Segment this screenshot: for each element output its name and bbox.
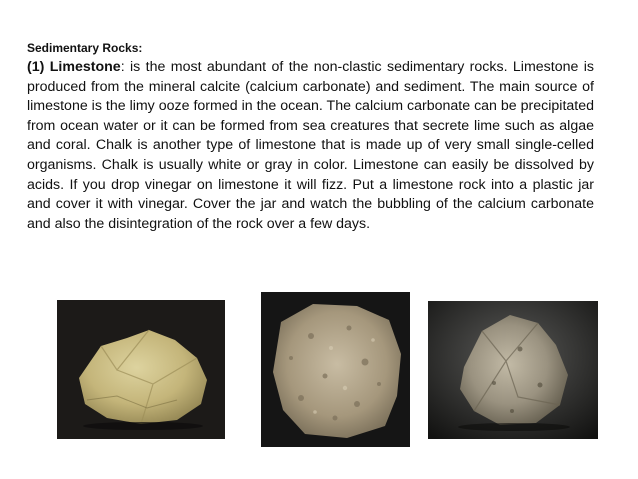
limestone-term: (1) Limestone	[27, 59, 121, 75]
limestone-rock-image-1	[57, 300, 225, 439]
limestone-description: : is the most abundant of the non-clastic sedimentary rocks. Limestone is produced from the mineral calcite (calcium carbonate) and sediment. The main source of limestone is the limy ooze formed in the ocean. The calcium carbonate can be precipitated from ocean water or it can be formed from sea creatures that secrete lime such as algae and coral. Chalk is another type of limestone that is made up of very small single-celled organisms. Chalk is usually white or gray in color. Limestone can easily be dissolved by acids. If you drop vinegar on limestone it will fizz. Put a limestone rock into a plastic jar and cover it with vinegar. Cover the jar and watch the bubbling of the calcium carbonate and also the disintegration of the rock over a few days.	[27, 59, 595, 232]
limestone-rock-image-3	[428, 301, 598, 439]
limestone-rock-image-2	[261, 292, 410, 447]
limestone-paragraph	[27, 58, 594, 234]
limestone-photo-3	[428, 301, 598, 439]
slide-heading: Sedimentary Rocks:	[27, 41, 143, 55]
limestone-photo-2	[261, 292, 410, 447]
limestone-photo-1	[57, 300, 225, 439]
